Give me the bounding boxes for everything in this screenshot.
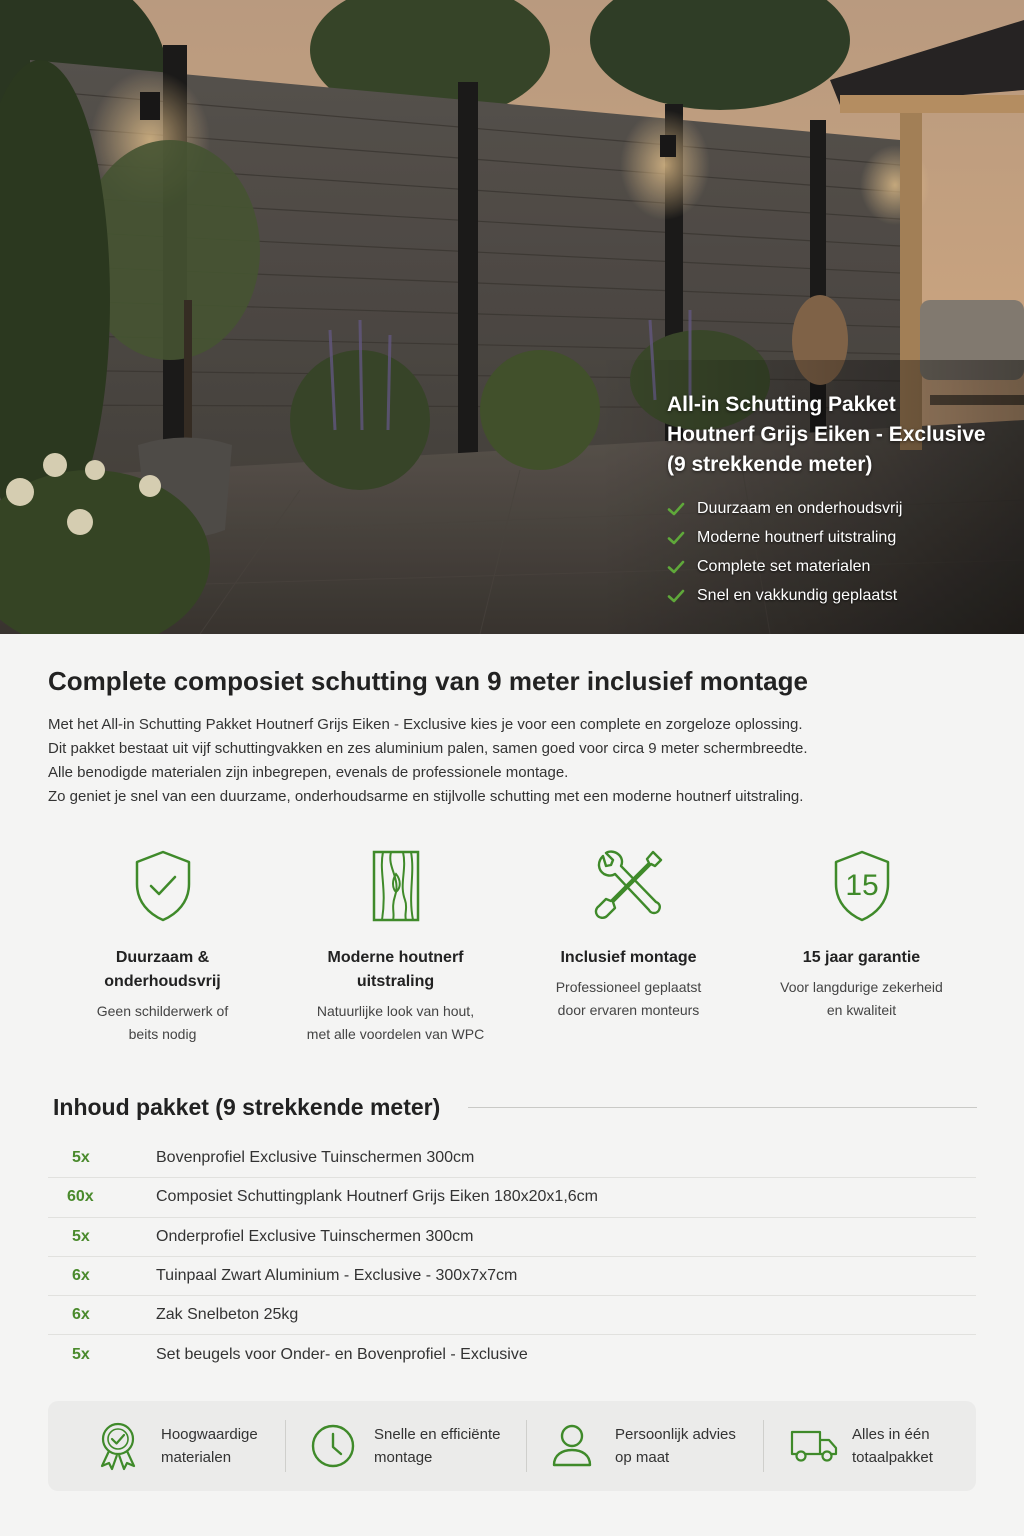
quantity: 6x	[72, 1306, 90, 1324]
warranty-badge-number: 15	[844, 869, 879, 902]
hero-benefit-item: Snel en vakkundig geplaatst	[667, 581, 1017, 610]
intro-section	[48, 664, 978, 809]
checkmark-icon	[667, 500, 685, 518]
usp-bar	[48, 1401, 976, 1491]
usp-text: Alles in één totaalpakket	[852, 1426, 933, 1466]
hero-benefit-item: Moderne houtnerf uitstraling	[667, 523, 1017, 552]
divider	[468, 1107, 977, 1108]
item-name: Set beugels voor Onder- en Bovenprofiel - Exclusive	[156, 1346, 528, 1364]
tools-icon	[593, 848, 665, 924]
item-name: Onderprofiel Exclusive Tuinschermen 300cm	[156, 1227, 474, 1245]
clock-icon	[310, 1423, 356, 1469]
package-contents-table	[48, 1139, 976, 1375]
usp-speed	[286, 1401, 526, 1491]
usp-text: Hoogwaardige materialen	[161, 1426, 258, 1466]
usp-quality	[48, 1401, 285, 1491]
feature-woodgrain	[279, 848, 512, 1046]
item-name: Bovenprofiel Exclusive Tuinschermen 300cm	[156, 1149, 475, 1167]
feature-grid	[46, 848, 978, 1046]
item-name: Zak Snelbeton 25kg	[156, 1306, 299, 1324]
feature-warranty	[745, 848, 978, 1046]
quantity: 6x	[72, 1267, 90, 1285]
feature-description: Voor langdurige zekerheid en kwaliteit	[780, 979, 943, 1018]
usp-text: Persoonlijk advies op maat	[615, 1426, 736, 1466]
hero-benefit-list	[667, 494, 1017, 610]
award-ribbon-icon	[97, 1421, 139, 1471]
feature-title: Duurzaam & onderhoudsvrij	[104, 949, 221, 990]
delivery-truck-icon	[790, 1428, 838, 1464]
usp-advice	[527, 1401, 763, 1491]
table-row	[48, 1178, 976, 1217]
package-heading: Inhoud pakket (9 strekkende meter)	[53, 1094, 441, 1120]
feature-description: Professioneel geplaatst door ervaren monteurs	[555, 979, 702, 1018]
table-row	[48, 1139, 976, 1178]
quantity: 5x	[72, 1346, 90, 1364]
quantity: 60x	[67, 1188, 94, 1206]
package-header	[53, 1094, 977, 1121]
quantity: 5x	[72, 1227, 90, 1245]
checkmark-icon	[667, 587, 685, 605]
intro-paragraph: Met het All-in Schutting Pakket Houtnerf Grijs Eiken - Exclusive kies je voor een complete en zorgeloze oplossing. Dit pakket bestaat uit vijf schuttingvakken en zes aluminium palen, samen goed voor circa 9 meter schermbreedte. Alle benodigde materialen zijn inbegrepen, evenals de professionele montage. Zo geniet je snel van een duurzame, onderhoudsarme en stijlvolle schutting met een moderne houtnerf uitstraling.	[48, 716, 808, 805]
hero-text-block	[667, 390, 1017, 610]
table-row	[48, 1296, 976, 1335]
feature-durable	[46, 848, 279, 1046]
item-name: Composiet Schuttingplank Houtnerf Grijs Eiken 180x20x1,6cm	[156, 1188, 598, 1206]
feature-description: Natuurlijke look van hout, met alle voordelen van WPC	[306, 1003, 485, 1042]
usp-text: Snelle en efficiënte montage	[374, 1426, 501, 1466]
shield-check-icon	[132, 848, 194, 924]
checkmark-icon	[667, 558, 685, 576]
person-icon	[551, 1423, 593, 1469]
shield-15-icon	[831, 848, 893, 924]
usp-all-in-one	[764, 1401, 976, 1491]
table-row	[48, 1257, 976, 1296]
hero-benefit-item: Duurzaam en onderhoudsvrij	[667, 494, 1017, 523]
item-name: Tuinpaal Zwart Aluminium - Exclusive - 300x7x7cm	[156, 1267, 518, 1285]
table-row	[48, 1335, 976, 1374]
table-row	[48, 1218, 976, 1257]
intro-heading: Complete composiet schutting van 9 meter inclusief montage	[48, 666, 808, 696]
feature-title: Moderne houtnerf uitstraling	[327, 949, 464, 990]
checkmark-icon	[667, 529, 685, 547]
hero-benefit-item: Complete set materialen	[667, 552, 1017, 581]
quantity: 5x	[72, 1149, 90, 1167]
wood-grain-icon	[371, 848, 421, 924]
feature-installation	[512, 848, 745, 1046]
hero-banner	[0, 0, 1024, 634]
feature-title: Inclusief montage	[560, 949, 697, 966]
feature-description: Geen schilderwerk of beits nodig	[96, 1003, 229, 1042]
hero-title: All-in Schutting Pakket Houtnerf Grijs Eiken - Exclusive (9 strekkende meter)	[667, 393, 986, 476]
feature-title: 15 jaar garantie	[802, 949, 921, 966]
